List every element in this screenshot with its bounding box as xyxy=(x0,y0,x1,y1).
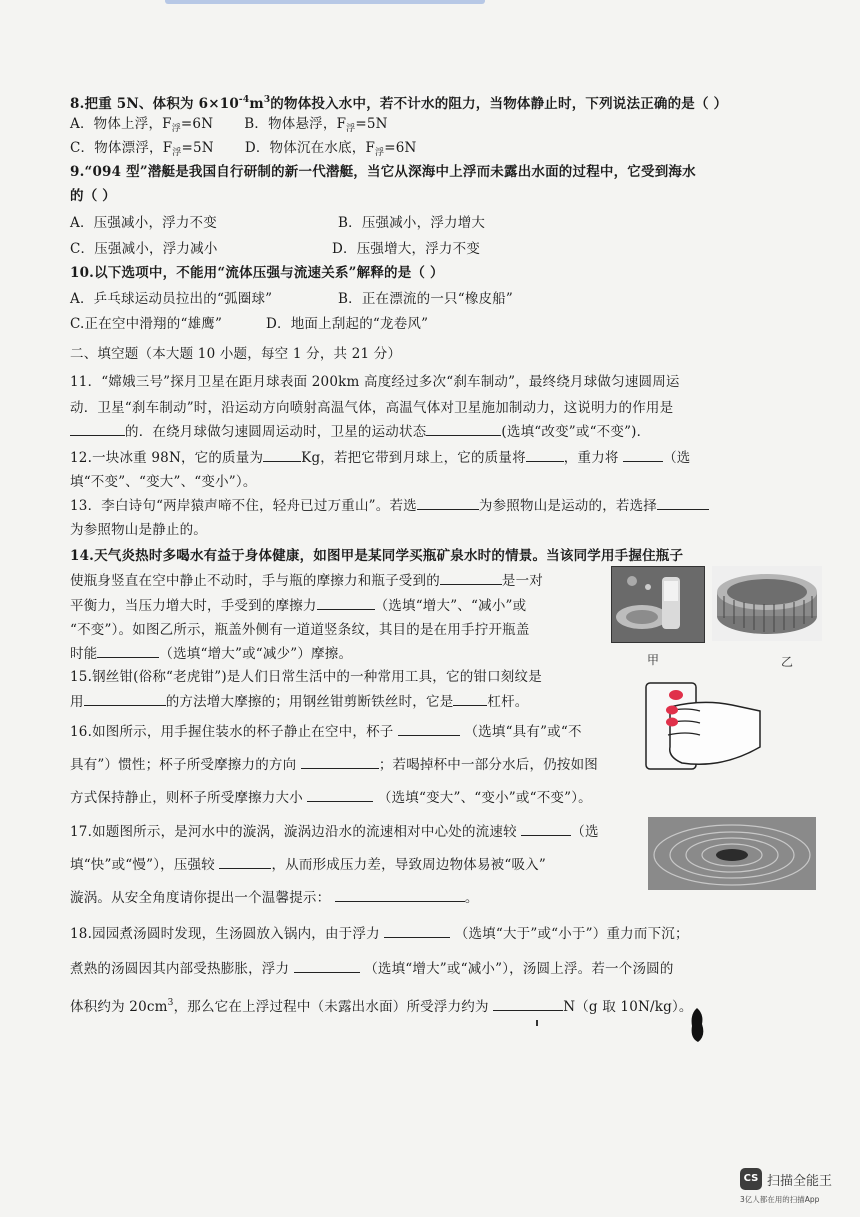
watermark-tagline: 3亿人都在用的扫描App xyxy=(740,1195,820,1204)
figure-jia-photo xyxy=(611,566,705,643)
q14-line4: “不变”）。如图乙所示，瓶盖外侧有一道道竖条纹，其目的是在用手拧开瓶盖 xyxy=(70,622,530,638)
q18-line2: 煮熟的汤圆因其内部受热膨胀，浮力 （选填“增大”或“减小”），汤圆上浮。若一个汤圆的 xyxy=(70,961,674,977)
q15-line2: 用 的方法增大摩擦的；用钢丝钳剪断铁丝时，它是 杠杆。 xyxy=(70,694,529,710)
q8-option-a: A．物体上浮，$F_浮=6N$ xyxy=(70,116,214,134)
q14-line5: 时能 （选填“增大”或“减少”）摩擦。 xyxy=(70,646,353,662)
answer-blank[interactable] xyxy=(317,597,375,610)
q8-option-b: B．物体悬浮，$F_浮=5N$ xyxy=(244,116,388,134)
q18-line1: 18.园园煮汤圆时发现，生汤圆放入锅内，由于浮力 （选填“大于”或“小于”）重力而下沉； xyxy=(70,926,689,942)
answer-blank[interactable] xyxy=(384,925,450,938)
figure-river-vortex xyxy=(648,817,816,890)
q9-stem-line1: 9.“094 型”潜艇是我国自行研制的新一代潜艇，当它从深海中上浮而未露出水面的过程中，它受到海水 xyxy=(70,164,696,180)
q10-option-d: D．地面上刮起的“龙卷风” xyxy=(266,316,429,332)
q10-option-c: C.正在空中滑翔的“雄鹰” xyxy=(70,316,223,332)
q14-line3: 平衡力，当压力增大时，手受到的摩擦力 （选填“增大”、“减小”或 xyxy=(70,598,527,614)
watermark-app-name: 扫描全能王 xyxy=(767,1174,833,1189)
answer-blank[interactable] xyxy=(335,889,465,902)
q9-option-a: A．压强减小，浮力不变 xyxy=(70,215,217,231)
q8-options-ab xyxy=(70,115,388,138)
answer-blank[interactable] xyxy=(294,960,360,973)
q11-line1: 11．“嫦娥三号”探月卫星在距月球表面 200km 高度经过多次“刹车制动”，最终绕月球做匀速圆周运 xyxy=(70,374,680,390)
answer-blank[interactable] xyxy=(440,572,502,585)
q9-option-c: C．压强减小，浮力减小 xyxy=(70,241,218,257)
ink-smudge xyxy=(688,1008,706,1043)
q16-line2: 具有”）惯性；杯子所受摩擦力的方向 ；若喝掉杯中一部分水后，仍按如图 xyxy=(70,757,599,773)
figure-yi-bottle-cap xyxy=(712,566,822,641)
q18-line3: 体积约为 $20cm^3$，那么它在上浮过程中（未露出水面）所受浮力约为 N（g 取 10N/kg）。 xyxy=(70,998,693,1015)
answer-blank[interactable] xyxy=(263,449,301,462)
q14-line1: 14.天气炎热时多喝水有益于身体健康，如图甲是某同学买瓶矿泉水时的情景。当该同学用手握住瓶子 xyxy=(70,548,684,564)
q9-option-d: D．压强增大，浮力不变 xyxy=(332,241,481,257)
answer-blank[interactable] xyxy=(398,723,460,736)
answer-blank[interactable] xyxy=(97,645,159,658)
q14-line2: 使瓶身竖直在空中静止不动时，手与瓶的摩擦力和瓶子受到的 是一对 xyxy=(70,573,544,589)
answer-blank[interactable] xyxy=(84,693,166,706)
q13-line1: 13．李白诗句“两岸猿声啼不住，轻舟已过万重山”。若选 为参照物山是运动的，若选择 xyxy=(70,497,709,515)
q8-stem: 8.把重 5N、体积为 $6\times 10^{-4}m^3$的物体投入水中，若不计水的阻力，当物体静止时，下列说法正确的是（ ） xyxy=(70,95,728,112)
scan-edge-mark xyxy=(165,0,485,4)
scan-speck xyxy=(536,1020,538,1026)
camscanner-watermark xyxy=(740,1168,850,1208)
answer-blank[interactable] xyxy=(426,423,501,436)
q9-option-b: B．压强减小，浮力增大 xyxy=(338,215,486,231)
q13-line2: 为参照物山是静止的。 xyxy=(70,522,207,538)
answer-blank[interactable] xyxy=(623,449,663,462)
answer-blank[interactable] xyxy=(70,423,125,436)
answer-blank[interactable] xyxy=(657,497,709,510)
answer-blank[interactable] xyxy=(493,998,563,1011)
q16-line1: 16.如图所示，用手握住装水的杯子静止在空中，杯子 （选填“具有”或“不 xyxy=(70,724,582,740)
q16-line3: 方式保持静止，则杯子所受摩擦力大小 （选填“变大”、“变小”或“不变”）。 xyxy=(70,790,592,806)
camscanner-logo-icon: CS xyxy=(740,1168,762,1190)
q8-option-c: C．物体漂浮，$F_浮=5N$ xyxy=(70,140,214,158)
answer-blank[interactable] xyxy=(453,693,487,706)
q17-line2: 填“快”或“慢”），压强较 ，从而形成压力差，导致周边物体易被“吸入” xyxy=(70,857,546,873)
q12-line2: 填“不变”、“变大”、“变小”）。 xyxy=(70,474,257,490)
figure-hand-holding-cup xyxy=(642,677,767,777)
q17-line3: 漩涡。从安全角度请你提出一个温馨提示： 。 xyxy=(70,890,479,906)
q11-line3: 的．在绕月球做匀速圆周运动时，卫星的运动状态 (选填“改变”或“不变”)． xyxy=(70,423,650,441)
answer-blank[interactable] xyxy=(301,756,379,769)
answer-blank[interactable] xyxy=(526,449,564,462)
figure-yi-caption: 乙 xyxy=(781,655,794,669)
q10-stem: 10.以下选项中，不能用“流体压强与流速关系”解释的是（ ） xyxy=(70,265,444,281)
answer-blank[interactable] xyxy=(307,789,373,802)
q10-option-a: A．乒乓球运动员拉出的“弧圈球” xyxy=(70,291,273,307)
q17-line1: 17.如题图所示，是河水中的漩涡，漩涡边沿水的流速相对中心处的流速较 （选 xyxy=(70,824,599,840)
answer-blank[interactable] xyxy=(417,497,479,510)
q8-options-cd xyxy=(70,139,417,162)
section-heading: 二、填空题（本大题 10 小题，每空 1 分，共 21 分） xyxy=(70,346,402,362)
figure-jia-caption: 甲 xyxy=(647,653,660,667)
answer-blank[interactable] xyxy=(219,856,271,869)
answer-blank[interactable] xyxy=(521,823,571,836)
q11-line2: 动．卫星“刹车制动”时，沿运动方向喷射高温气体，高温气体对卫星施加制动力，这说明力的作用是 xyxy=(70,400,674,416)
q10-option-b: B．正在漂流的一只“橡皮船” xyxy=(338,291,514,307)
q15-line1: 15.钢丝钳(俗称“老虎钳”)是人们日常生活中的一种常用工具，它的钳口刻纹是 xyxy=(70,669,542,685)
q9-stem-line2: 的（ ） xyxy=(70,188,116,204)
q12-line1: 12.一块冰重 98N，它的质量为 Kg，若把它带到月球上，它的质量将 ，重力将 （选 xyxy=(70,450,691,466)
q8-option-d: D．物体沉在水底，$F_浮=6N$ xyxy=(244,140,417,158)
